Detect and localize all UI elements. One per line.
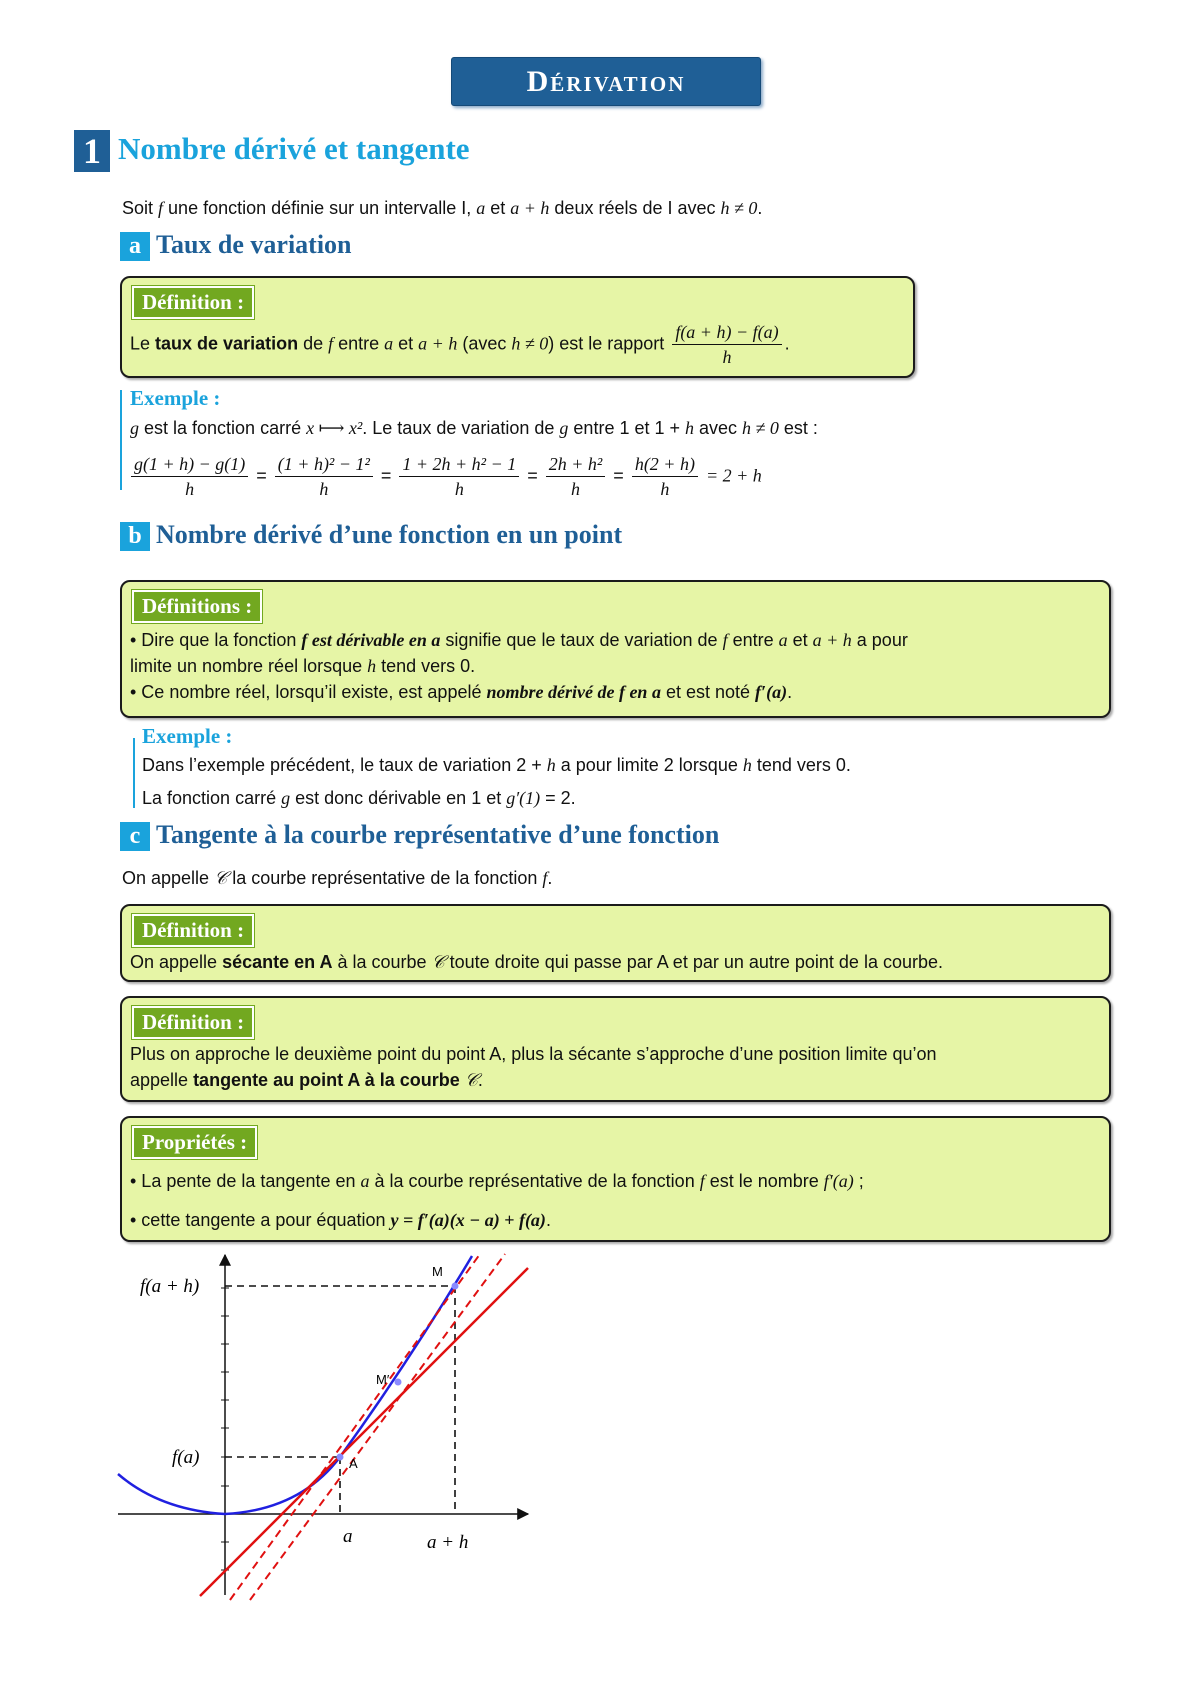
point-A [337,1454,344,1461]
definition-tag: Définitions : [132,590,262,623]
subsection-title-c: Tangente à la courbe représentative d’une fonction [156,820,720,849]
definition-tag: Définition : [132,286,254,319]
guide-lines [225,1286,455,1514]
label-A: A [349,1456,358,1471]
subsection-letter-a: a [120,232,150,261]
point-M [452,1283,459,1290]
definition-tag: Définition : [132,1006,254,1039]
definition-tag: Définition : [132,914,254,947]
definition-line-1: • Dire que la fonction f est dérivable en a signifie que le taux de variation de f entre a et a + h a pour [130,630,908,650]
subsection-title-a: Taux de variation [156,230,352,259]
point-M2 [395,1379,402,1386]
definition-line-2: limite un nombre réel lorsque h tend vers 0. [130,656,476,676]
page-title: Dérivation [526,64,686,98]
section-number: 1 [74,130,110,172]
example-text: g est la fonction carré x ⟼ x². Le taux de variation de g entre 1 et 1 + h avec h ≠ 0 est : [130,418,818,438]
example-title: Exemple : [142,724,233,748]
subsection-letter-c: c [120,822,150,851]
example-line-1: Dans l’exemple précédent, le taux de variation 2 + h a pour limite 2 lorsque h tend vers 0. [142,755,851,775]
definition-line-2: appelle tangente au point A à la courbe 𝒞. [130,1070,483,1090]
section-title: Nombre dérivé et tangente [118,131,470,166]
example-equation: $\frac{g(1 + h) - g(1)}{h}$ = $\frac{\text{(1 + h)² − 1²}}{h}$ = $\frac{\text{1 + 2h + h² − 1}}{h}$ = $\frac{\text{2h + h²}}{h}$ = $\frac{h(2 + h)}{h}$ = 2 + h [128,452,762,501]
tangent-line [200,1268,528,1596]
property-line-2: • cette tangente a pour équation y = f′(a)(x − a) + f(a). [130,1210,551,1230]
label-a: a [343,1526,353,1547]
label-M: M [432,1264,443,1279]
property-line-1: • La pente de la tangente en a à la courbe représentative de la fonction f est le nombre f′(a) ; [130,1171,864,1191]
definition-text: Le taux de variation de f entre a et a + h (avec h ≠ 0) est le rapport $\frac{f(a + h) - f(a)}{h}$ . [130,322,790,367]
example-line-2: La fonction carré g est donc dérivable en 1 et g′(1) = 2. [142,788,576,808]
intro-text: Soit f une fonction définie sur un intervalle I, a et a + h deux réels de I avec h ≠ 0. [122,198,763,218]
subsection-letter-b: b [120,522,150,551]
label-a-plus-h: a + h [427,1532,469,1553]
subsection-title-b: Nombre dérivé d’une fonction en un point [156,520,623,549]
label-f-a: f(a) [172,1447,200,1468]
definition-text: On appelle sécante en A à la courbe 𝒞 toute droite qui passe par A et par un autre point de la courbe. [130,952,943,972]
label-f-a-plus-h: f(a + h) [140,1276,200,1297]
definition-line-1: Plus on approche le deuxième point du point A, plus la sécante s’approche d’une position limite qu’on [130,1044,937,1064]
properties-tag: Propriétés : [132,1126,257,1159]
example-title: Exemple : [130,386,221,410]
intro-c-text: On appelle 𝒞 la courbe représentative de la fonction f. [122,868,553,888]
definition-line-3: • Ce nombre réel, lorsqu’il existe, est appelé nombre dérivé de f en a et est noté f′(a). [130,682,793,702]
label-M2: M′ [376,1372,390,1387]
